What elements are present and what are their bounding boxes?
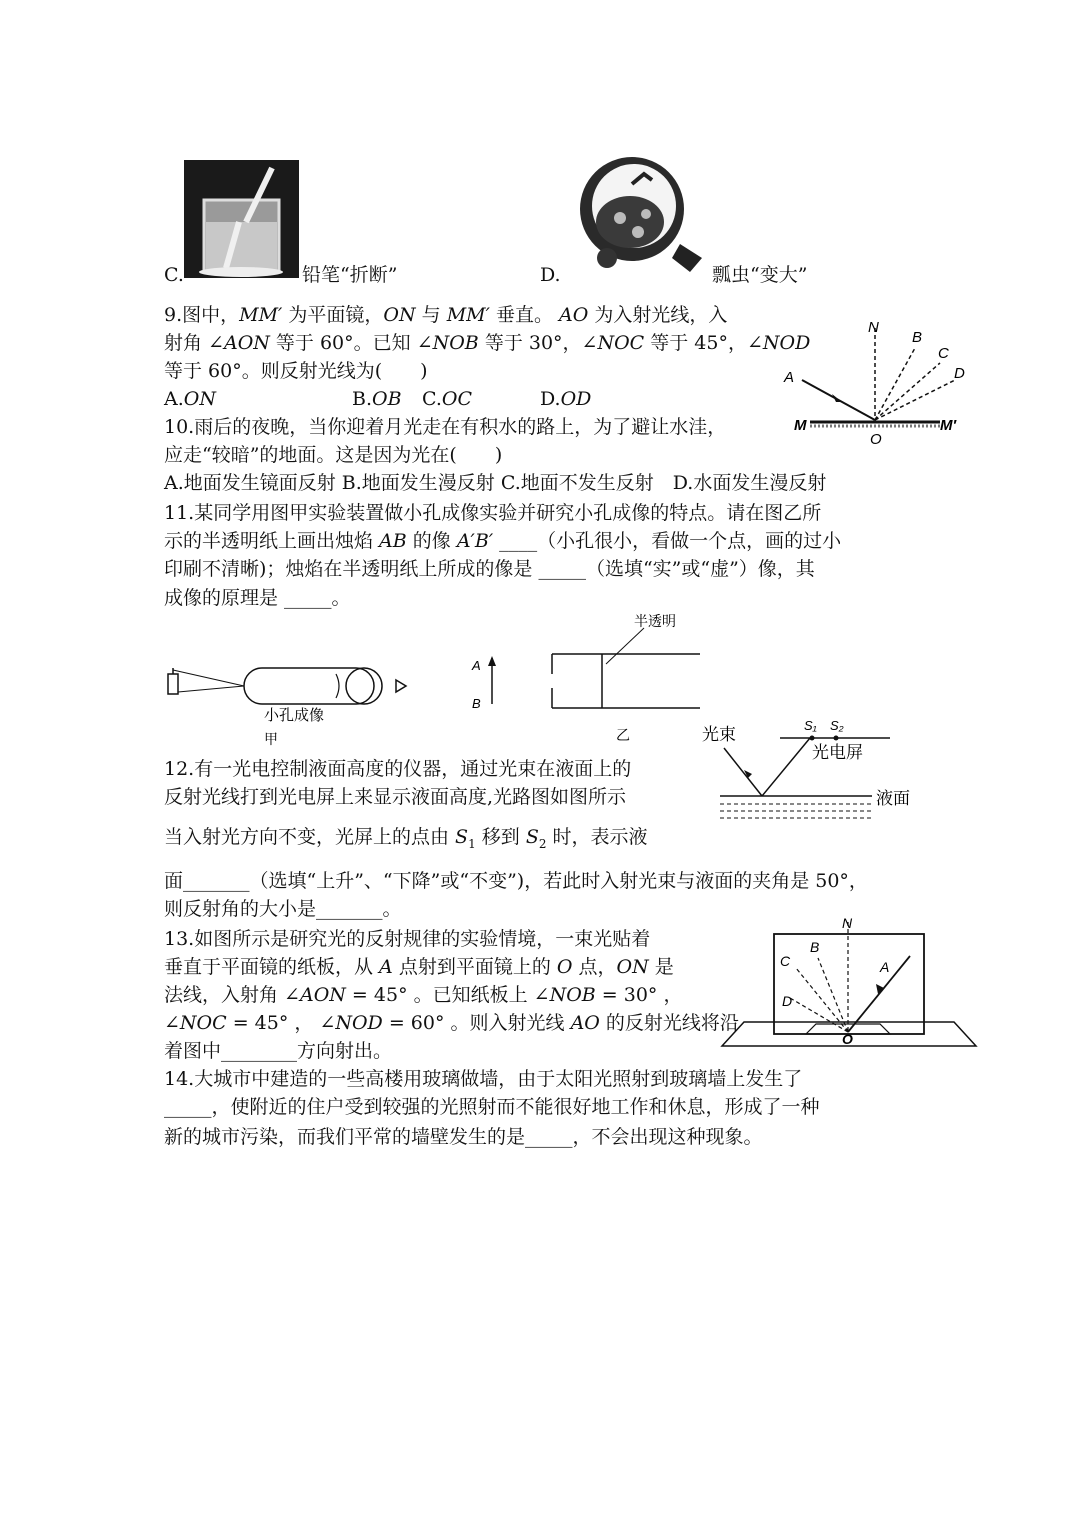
q14-line-1: 14.大城市中建造的一些高楼用玻璃做墙，由于太阳光照射到玻璃墙上发生了 (164, 1068, 803, 1090)
q13-line-5: 着图中________方向射出。 (164, 1040, 393, 1062)
paper-board (774, 934, 924, 1034)
q11-line-4: 成像的原理是 _____。 (164, 587, 351, 609)
ray-od (790, 998, 848, 1032)
q13-reflection-board-diagram (718, 914, 980, 1050)
q9-line-1: 9.图中，MM′ 为平面镜，ON 与 MM′ 垂直。 AO 为入射光线，入 (164, 304, 728, 326)
label-s2: S₂ (830, 718, 844, 733)
label-b: B (810, 939, 820, 955)
label-translucent: 半透明 (634, 613, 676, 629)
q10-line-1: 10.雨后的夜晚，当你迎着月光走在有积水的路上，为了避让水洼， (164, 416, 727, 438)
q9-line-2: 射角 ∠AON 等于 60°。已知 ∠NOB 等于 30°，∠NOC 等于 45°，∠NOD (164, 332, 811, 354)
q8-option-d-text: 瓢虫“变大” (712, 264, 808, 286)
label-jia: 甲 (264, 731, 278, 747)
label-o: O (842, 1031, 853, 1047)
photo-pencil-in-water (184, 160, 299, 278)
eye-icon (396, 680, 406, 692)
q11-line-3: 印刷不清晰)；烛焰在半透明纸上所成的像是 _____（选填“实”或“虚”）像，其 (164, 558, 815, 580)
q9-option-c: C.OC (422, 388, 473, 410)
label-c: C (938, 345, 949, 362)
label-a: A (880, 959, 890, 975)
incident-beam (724, 748, 762, 796)
q11-line-2: 示的半透明纸上画出烛焰 AB 的像 A′B′ ____（小孔很小，看做一个点，画的过小 (164, 530, 842, 552)
ray-ob (818, 958, 848, 1032)
label-o: O (870, 431, 882, 448)
label-c: C (780, 953, 791, 969)
arrow-up-icon (488, 656, 496, 666)
pinhole-tube (244, 668, 374, 704)
label-m: M (794, 417, 807, 434)
label-beam: 光束 (702, 725, 736, 744)
q9-option-a: A.ON (164, 388, 216, 410)
q12-line-3: 当入射光方向不变，光屏上的点由 $S_1$ 移到 $S_2$ 时，表示液 (164, 826, 648, 851)
q12-line-2: 反射光线打到光电屏上来显示液面高度,光路图如图所示 (164, 786, 627, 808)
q12-line-5: 则反射角的大小是_______。 (164, 898, 402, 920)
label-d: D (782, 993, 793, 1009)
q14-line-3: 新的城市污染，而我们平常的墙壁发生的是_____，不会出现这种现象。 (164, 1126, 763, 1148)
label-m-prime: M′ (940, 417, 957, 434)
q9-reflection-diagram (780, 318, 970, 448)
q13-line-3: 法线，入射角 ∠AON = 45° 。已知纸板上 ∠NOB = 30° ， (164, 984, 683, 1006)
q13-line-4: ∠NOC = 45° ， ∠NOD = 60° 。则入射光线 AO 的反射光线将沿 (164, 1012, 739, 1034)
reflected-beam (762, 738, 810, 796)
label-yi: 乙 (616, 727, 630, 743)
q9-option-b: B.OB (352, 388, 402, 410)
caption-pinhole: 小孔成像 (264, 707, 325, 724)
ray-od (875, 380, 955, 420)
ray-oc (875, 363, 940, 420)
q13-line-1: 13.如图所示是研究光的反射规律的实验情境，一束光贴着 (164, 928, 651, 950)
q11-figure-yi (548, 612, 708, 742)
q11-line-1: 11.某同学用图甲实验装置做小孔成像实验并研究小孔成像的特点。请在图乙所 (164, 502, 822, 524)
q8-option-c-text: 铅笔“折断” (302, 264, 398, 286)
q8-option-c-letter: C. (164, 264, 184, 286)
q12-line-4: 面_______（选填“上升”、“下降”或“不变”)，若此时入射光束与液面的夹角是 50°， (164, 870, 868, 892)
q8-option-d-letter: D. (540, 264, 561, 286)
q11-candle-arrow-ab (470, 654, 510, 714)
incident-ray-ao (848, 956, 910, 1032)
label-liquid: 液面 (876, 789, 910, 808)
label-s1: S₁ (804, 718, 817, 733)
label-n: N (842, 915, 853, 931)
label-a: A (472, 658, 481, 673)
q12-line-1: 12.有一光电控制液面高度的仪器，通过光束在液面上的 (164, 758, 632, 780)
q10-line-2: 应走“较暗”的地面。这是因为光在( ) (164, 444, 503, 466)
label-a: A (784, 369, 795, 386)
label-d: D (954, 365, 965, 382)
q13-line-2: 垂直于平面镜的纸板，从 A 点射到平面镜上的 O 点，ON 是 (164, 956, 674, 978)
label-b: B (472, 696, 481, 711)
q9-line-3: 等于 60°。则反射光线为( ) (164, 360, 428, 382)
candle (168, 674, 178, 694)
photo-ladybug-magnifier (572, 154, 707, 274)
q9-option-d: D.OD (540, 388, 592, 410)
label-screen: 光电屏 (812, 743, 863, 762)
q12-liquid-level-diagram (700, 716, 930, 826)
label-b: B (912, 329, 923, 346)
q14-line-2: _____，使附近的住户受到较强的光照射而不能很好地工作和休息，形成了一种 (164, 1096, 820, 1118)
q11-figure-jia (164, 656, 424, 746)
q10-options: A.地面发生镜面反射 B.地面发生漫反射 C.地面不发生反射 D.水面发生漫反射 (164, 472, 827, 494)
label-n: N (868, 319, 879, 336)
